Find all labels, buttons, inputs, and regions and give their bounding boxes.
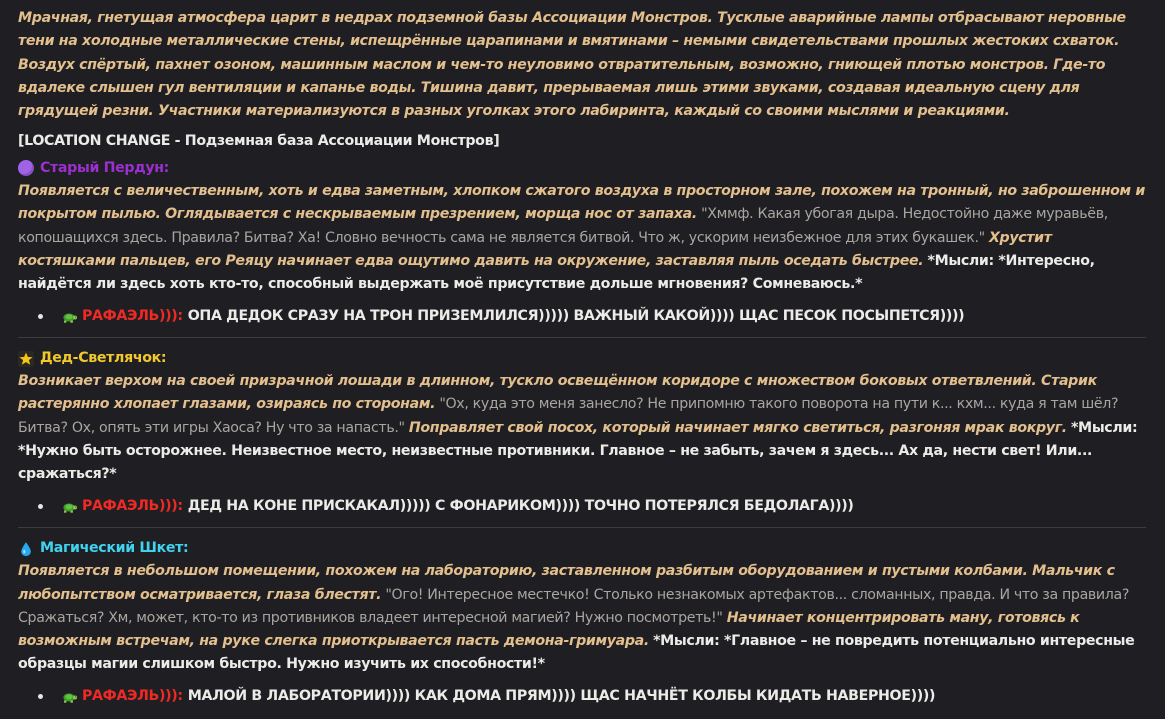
narration: Возникает верхом на своей призрачной лошади в длинном, тускло освещённом коридоре с множеством боковых ответвлений. Старик растерянно хлопает глазами, озираясь по сторонам. — [18, 373, 1097, 413]
character-name: Магический Шкет: — [40, 539, 189, 556]
character-post — [18, 180, 1146, 296]
narration: Появляется с величественным, хоть и едва заметным, хлопком сжатого воздуха в просторном зале, похожем на тронный, но заброшенном и покрытом пылью. Оглядывается с нескрываемым презрением, морща нос от запаха. — [18, 183, 1145, 223]
speech: "Ого! Интересное местечко! Столько незнакомых артефактов... сломанных, правда. И что за правила? Сражаться? Хм, может, кто-то из противников владеет интересной магией? Нужно посмотреть!" — [18, 586, 1130, 626]
reply-list — [18, 685, 1146, 708]
thought: *Мысли: *Главное – не повредить потенциально интересные образцы магии слишком быстро. Нужно изучить их способности!* — [18, 633, 1135, 673]
speech: "Хммф. Какая убогая дыра. Недостойно даже муравьёв, копошащихся здесь. Правила? Битва? Ха! Словно вечность сама не является битвой. Что ж, ускорим неизбежное для этих букашек." — [18, 206, 1108, 246]
character-name: Дед-Светлячок: — [40, 349, 167, 366]
character-post — [18, 370, 1146, 486]
reply-list — [18, 305, 1146, 328]
reply-list — [18, 495, 1146, 518]
narration: Хрустит костяшками пальцев, его Реяцу начинает едва ощутимо давить на окружение, заставляя пыль оседать быстрее. — [18, 229, 1052, 269]
character-section — [18, 347, 1146, 518]
reply-item — [38, 685, 1146, 708]
narration: Поправляет свой посох, который начинает мягко светиться, разгоняя мрак вокруг. — [408, 419, 1067, 436]
character-post — [18, 560, 1146, 676]
narration: Начинает концентрировать ману, готовясь к возможным встречам, на руке слегка приоткрывается пасть демона-гримуара. — [18, 609, 1080, 650]
character-section — [18, 157, 1146, 328]
bullet-dot — [38, 694, 43, 699]
speech: "Ох, куда это меня занесло? Не припомню такого поворота на пути к... кхм... куда я там шёл? Битва? Ох, опять эти игры Хаоса? Ну что за напасть." — [18, 396, 1119, 436]
thought: *Мысли: *Интересно, найдётся ли здесь хоть кто-то, способный выдержать моё присутствие дольше мгновения? Сомневаюсь.* — [18, 252, 1095, 293]
droplet-icon — [18, 541, 34, 557]
turtle-icon — [61, 308, 77, 324]
location-change: [LOCATION CHANGE - Подземная база Ассоциации Монстров] — [18, 133, 500, 150]
reply-text: ДЕД НА КОНЕ ПРИСКАКАЛ))))) С ФОНАРИКОМ)))) ТОЧНО ПОТЕРЯЛСЯ БЕДОЛАГА)))) — [187, 497, 854, 514]
turtle-icon — [61, 498, 77, 514]
reply-item — [38, 495, 1146, 518]
intro-narration: Мрачная, гнетущая атмосфера царит в недрах подземной базы Ассоциации Монстров. Тусклые аварийные лампы отбрасывают неровные тени на холодные металлические стены, испещрённые царапинами и вмятинами – немыми свидетельствами прошлых жестоких схваток. Воздух спёртый, пахнет озоном, машинным маслом и чем-то неуловимо отвратительным, возможно, гниющей плотью монстров. Где-то вдалеке слышен гул вентиляции и капанье воды. Тишина давит, прерываемая лишь этими звуками, создавая идеальную сцену для грядущей резни. Участники материализуются в разных уголках этого лабиринта, каждый со своими мыслями и реакциями. — [18, 10, 1126, 120]
section-divider — [18, 337, 1146, 338]
thought: *Мысли: *Нужно быть осторожнее. Неизвестное место, неизвестные противники. Главное – не забыть, зачем я здесь... Ах да, нести свет! Или... сражаться?* — [18, 419, 1138, 483]
section-divider — [18, 527, 1146, 528]
reply-item — [38, 305, 1146, 328]
turtle-icon — [61, 688, 77, 704]
character-header — [18, 157, 1146, 180]
bullet-dot — [38, 504, 43, 509]
character-header — [18, 537, 1146, 560]
reply-author: РАФАЭЛЬ))): — [82, 307, 183, 324]
star-icon — [18, 351, 34, 367]
character-section — [18, 537, 1146, 708]
character-header — [18, 347, 1146, 370]
narration: Появляется в небольшом помещении, похожем на лабораторию, заставленном разбитым оборудованием и пустыми колбами. Мальчик с любопытством осматривается, глаза блестят. — [18, 563, 1115, 603]
reply-text: ОПА ДЕДОК СРАЗУ НА ТРОН ПРИЗЕМЛИЛСЯ))))) ВАЖНЫЙ КАКОЙ)))) ЩАС ПЕСОК ПОСЫПЕТСЯ)))) — [187, 307, 965, 324]
reply-author: РАФАЭЛЬ))): — [82, 687, 183, 704]
reply-author: РАФАЭЛЬ))): — [82, 497, 183, 514]
chat-log — [18, 7, 1146, 708]
bullet-dot — [38, 314, 43, 319]
character-name: Старый Пердун: — [40, 159, 170, 176]
reply-text: МАЛОЙ В ЛАБОРАТОРИИ)))) КАК ДОМА ПРЯМ)))) ЩАС НАЧНЁТ КОЛБЫ КИДАТЬ НАВЕРНОЕ)))) — [187, 687, 936, 704]
purple-circle-icon — [18, 160, 34, 176]
